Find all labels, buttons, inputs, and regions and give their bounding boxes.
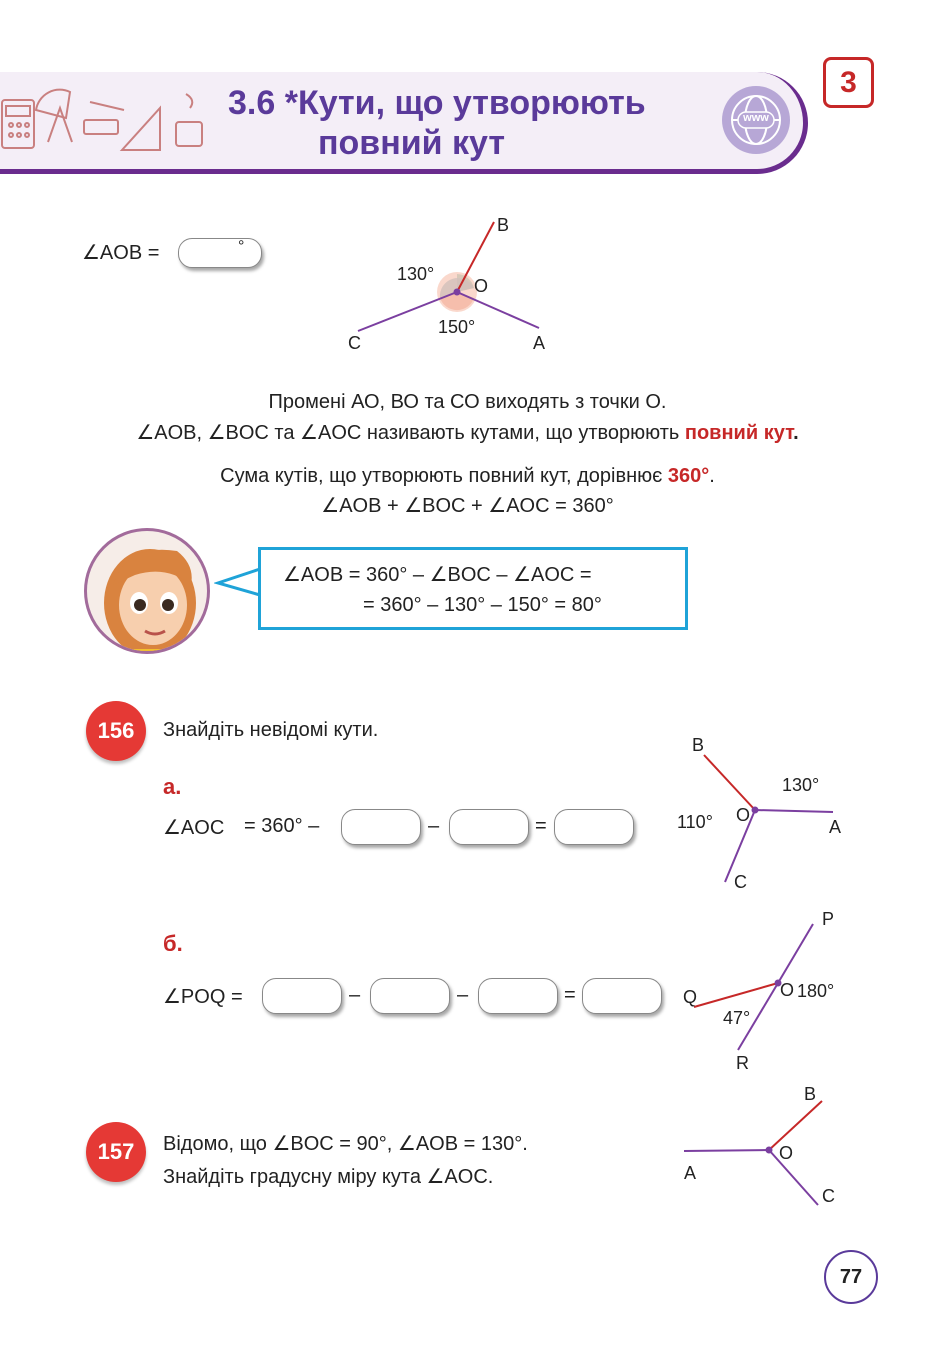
top-formula-label: ∠AOB = [82, 242, 160, 264]
part-b-input-3[interactable] [478, 978, 558, 1014]
exercise-157-line1: Відомо, що ∠BOC = 90°, ∠AOB = 130°. [163, 1133, 528, 1155]
part-b-input-1[interactable] [262, 978, 342, 1014]
label-a: A [533, 333, 546, 353]
sum-formula: ∠AOB + ∠BOC + ∠AOC = 360° [321, 495, 614, 517]
exercise-157-diagram [670, 1075, 860, 1220]
part-a-formula-mid: = 360° – [244, 815, 320, 837]
part-a-input-2[interactable] [449, 809, 529, 845]
part-a-input-3[interactable] [554, 809, 634, 845]
minus-sign: – [428, 815, 440, 837]
speech-bubble [258, 547, 688, 630]
label-p: P [822, 909, 835, 929]
exercise-157-line2: Знайдіть градусну міру кута ∠AOC. [163, 1166, 494, 1188]
angle-47: 47° [723, 1008, 751, 1028]
angle-130: 130° [782, 775, 820, 795]
label-o: O [474, 276, 489, 296]
speech-line2: = 360° – 130° – 150° = 80° [363, 594, 602, 616]
exercise-157-badge: 157 [86, 1122, 146, 1182]
degree-sign: ° [238, 238, 245, 255]
ray-oc [769, 1150, 818, 1205]
page-number: 77 [824, 1250, 878, 1304]
label-o: O [780, 980, 795, 1000]
part-b-label: б. [163, 931, 183, 956]
www-label: www [743, 112, 769, 124]
explanation-line2 [0, 420, 935, 445]
angle-150: 150° [438, 317, 476, 337]
explanation-line3-text: Сума кутів, що утворюють повний кут, дорівнює [220, 465, 668, 487]
label-c: C [822, 1186, 835, 1206]
vertex-o [752, 807, 759, 814]
full-angle-diagram [340, 210, 570, 360]
label-c: C [734, 872, 747, 892]
angle-180: 180° [797, 981, 835, 1001]
label-a: A [829, 817, 842, 837]
exercise-156-task: Знайдіть невідомі кути. [163, 719, 379, 741]
ray-oa [755, 810, 833, 812]
school-supplies-doodle-icon [0, 80, 215, 160]
speech-bubble-tail [214, 565, 262, 599]
ray-oa [684, 1150, 769, 1151]
explanation-line1: Промені АО, ВО та СО виходять з точки О. [268, 391, 667, 413]
label-a: A [684, 1163, 697, 1183]
explanation-line3 [0, 465, 935, 488]
section-title-line1: 3.6 *Кути, що утворюють [228, 84, 646, 122]
label-b: B [804, 1084, 817, 1104]
equals-sign: = [564, 984, 576, 1006]
part-b-input-4[interactable] [582, 978, 662, 1014]
part-a-label: а. [163, 774, 182, 799]
minus-sign: – [457, 984, 469, 1006]
girl-avatar [84, 528, 210, 654]
period: . [793, 422, 799, 444]
vertex-o [454, 289, 461, 296]
part-a-input-1[interactable] [341, 809, 421, 845]
angle-110: 110° [677, 812, 713, 832]
speech-line1: ∠AOB = 360° – ∠BOC – ∠AOC = [283, 564, 592, 586]
label-q: Q [683, 987, 698, 1007]
section-title-line2: повний кут [318, 124, 505, 162]
angle-130: 130° [397, 264, 435, 284]
full-angle-term: повний кут [684, 422, 794, 444]
label-c: C [348, 333, 361, 353]
girl-face-icon [87, 531, 210, 654]
equals-sign: = [535, 815, 547, 837]
chapter-number-badge: 3 [823, 57, 874, 108]
exercise-156b-diagram [670, 900, 860, 1080]
part-b-input-2[interactable] [370, 978, 450, 1014]
part-a-formula-prefix: ∠AOC [163, 817, 225, 839]
period: . [709, 465, 715, 487]
vertex-o [766, 1147, 773, 1154]
label-b: B [692, 735, 705, 755]
ray-op [778, 924, 813, 983]
aob-answer-input[interactable] [178, 238, 262, 268]
exercise-156a-diagram [670, 730, 860, 895]
label-r: R [736, 1053, 749, 1073]
part-b-formula-prefix: ∠POQ = [163, 986, 243, 1008]
minus-sign: – [349, 984, 361, 1006]
ray-ob [704, 755, 755, 810]
exercise-156-badge: 156 [86, 701, 146, 761]
explanation-line2-text: ∠AOB, ∠BOC та ∠AOC називають кутами, що утворюють [136, 422, 685, 444]
label-b: B [497, 215, 510, 235]
ray-ob [769, 1101, 822, 1150]
sum-360: 360° [667, 465, 710, 487]
label-o: O [736, 805, 751, 825]
label-o: O [779, 1143, 794, 1163]
